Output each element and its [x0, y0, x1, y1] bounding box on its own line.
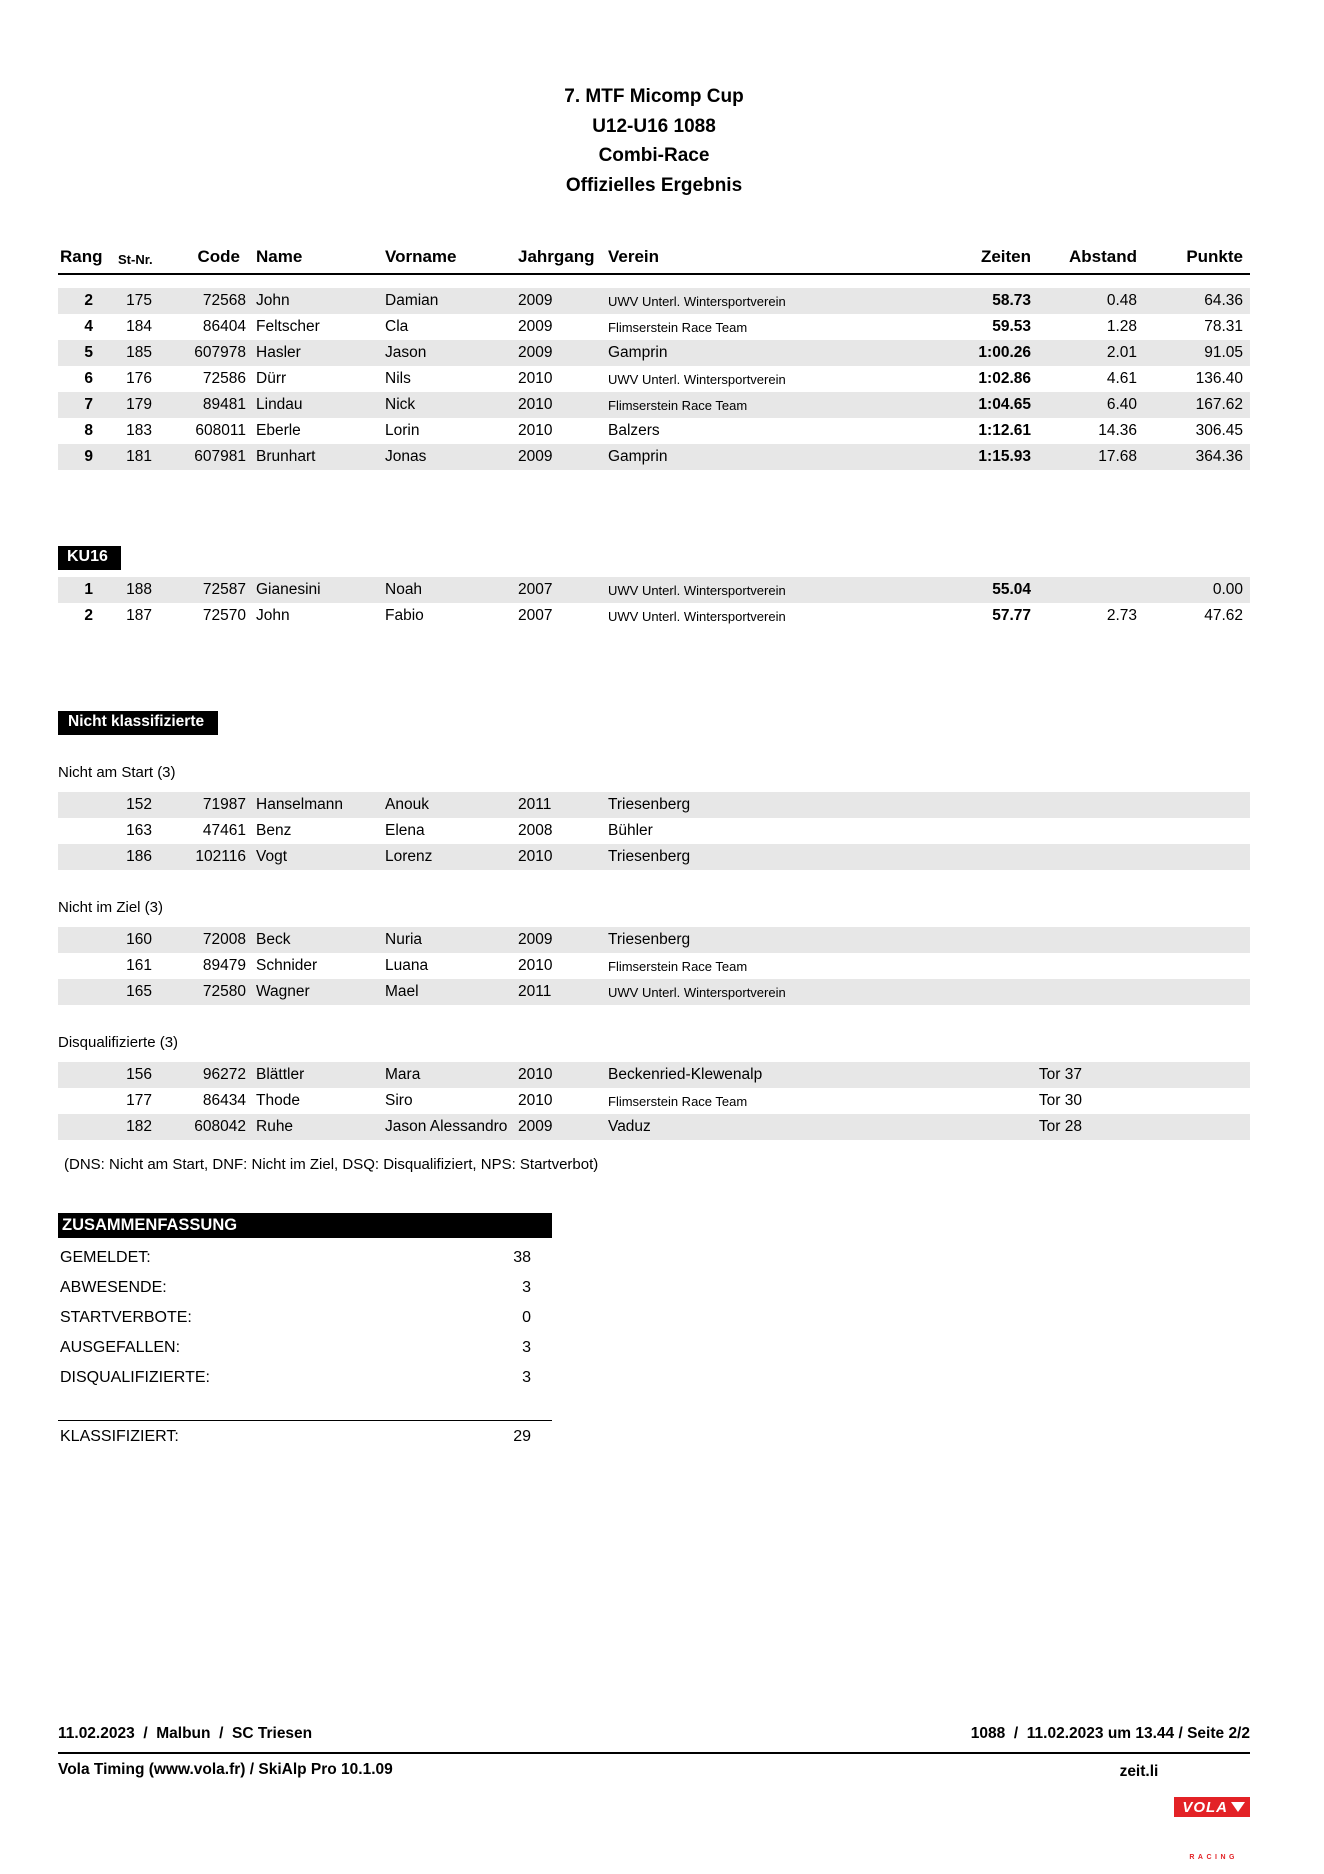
- summary-value: 3: [522, 1279, 531, 1296]
- stnr-cell: 182: [126, 1118, 152, 1135]
- jahrgang-cell: 2007: [518, 607, 553, 624]
- summary-rows: [58, 1243, 552, 1393]
- stnr-cell: 184: [126, 318, 152, 335]
- vorname-cell: Lorenz: [385, 848, 433, 865]
- header-spacer: [58, 274, 1250, 288]
- summary-row: [58, 1363, 552, 1393]
- stnr-cell: 163: [126, 822, 152, 839]
- punkte-cell: [1140, 792, 1250, 818]
- rang-cell: [58, 1088, 106, 1114]
- vorname-cell: Noah: [385, 581, 423, 598]
- verein-cell: UWV Unterl. Wintersportverein: [608, 293, 786, 309]
- footer-page-info: 1088 / 11.02.2023 um 13.44 / Seite 2/2: [970, 1725, 1250, 1742]
- zeiten-cell: 55.04: [992, 581, 1031, 598]
- table-row: [58, 1088, 1250, 1114]
- jahrgang-cell: 2008: [518, 822, 553, 839]
- summary-label: AUSGEFALLEN:: [60, 1339, 181, 1356]
- jahrgang-cell: 2009: [518, 344, 553, 361]
- code-cell: 72586: [202, 370, 246, 387]
- name-cell: Hanselmann: [256, 796, 344, 813]
- punkte-cell: 364.36: [1195, 448, 1243, 465]
- summary-value: 3: [522, 1369, 531, 1386]
- jahrgang-cell: 2010: [518, 1066, 553, 1083]
- vorname-cell: Lorin: [385, 422, 420, 439]
- vorname-cell: Cla: [385, 318, 409, 335]
- page-title: 7. MTF Micomp Cup: [564, 86, 744, 107]
- stnr-cell: 187: [126, 607, 152, 624]
- table-row: [58, 953, 1250, 979]
- classified-value: 29: [513, 1428, 531, 1445]
- abstand-cell: 2.01: [1106, 344, 1137, 361]
- jahrgang-cell: 2010: [518, 848, 553, 865]
- abstand-cell: 0.48: [1106, 292, 1137, 309]
- summary-value: 0: [522, 1309, 531, 1326]
- punkte-cell: [1140, 1088, 1250, 1114]
- verein-cell: Bühler: [608, 822, 653, 839]
- code-cell: 47461: [202, 822, 246, 839]
- vorname-cell: Jason: [385, 344, 427, 361]
- tor-cell: [1033, 927, 1140, 953]
- table-row: [58, 314, 1250, 340]
- vorname-cell: Anouk: [385, 796, 429, 813]
- name-cell: Blättler: [256, 1066, 305, 1083]
- ku16-rows: [58, 577, 1250, 629]
- title-block: [58, 82, 1250, 200]
- punkte-cell: 78.31: [1204, 318, 1243, 335]
- footer-divider: [58, 1752, 1250, 1754]
- name-cell: Eberle: [256, 422, 301, 439]
- verein-cell: UWV Unterl. Wintersportverein: [608, 582, 786, 598]
- name-cell: Thode: [256, 1092, 300, 1109]
- code-cell: 72568: [202, 292, 246, 309]
- stnr-cell: 185: [126, 344, 152, 361]
- ku16-table: [58, 577, 1250, 629]
- abstand-cell: 17.68: [1098, 448, 1137, 465]
- punkte-cell: 91.05: [1204, 344, 1243, 361]
- name-cell: Ruhe: [256, 1118, 294, 1135]
- table-row: [58, 1114, 1250, 1140]
- zeiten-cell: [978, 1062, 1033, 1088]
- verein-cell: Triesenberg: [608, 848, 691, 865]
- code-cell: 72570: [202, 607, 246, 624]
- code-cell: 72580: [202, 983, 246, 1000]
- jahrgang-cell: 2010: [518, 1092, 553, 1109]
- punkte-cell: 167.62: [1195, 396, 1243, 413]
- name-cell: Gianesini: [256, 581, 321, 598]
- name-cell: John: [256, 292, 290, 309]
- summary-row: [58, 1303, 552, 1333]
- summary-value: 3: [522, 1339, 531, 1356]
- rang-cell: [58, 953, 106, 979]
- vorname-cell: Mael: [385, 983, 419, 1000]
- jahrgang-cell: 2011: [518, 983, 552, 1000]
- tor-cell: Tor 37: [1038, 1066, 1082, 1083]
- tor-cell: Tor 30: [1038, 1092, 1082, 1109]
- summary-section: [58, 1213, 552, 1451]
- name-cell: Benz: [256, 822, 292, 839]
- summary-label: ABWESENDE:: [60, 1279, 167, 1296]
- tor-cell: [1033, 979, 1140, 1005]
- dns-rows: [58, 792, 1250, 870]
- header-zeiten: Zeiten: [978, 238, 1033, 274]
- verein-cell: Vaduz: [608, 1118, 651, 1135]
- stnr-cell: 165: [126, 983, 152, 1000]
- dnf-table: [58, 927, 1250, 1005]
- ku16-section-label: KU16: [58, 546, 121, 570]
- tor-cell: [1033, 818, 1140, 844]
- name-cell: Wagner: [256, 983, 310, 1000]
- vola-logo-box: [1174, 1797, 1250, 1817]
- verein-cell: UWV Unterl. Wintersportverein: [608, 608, 786, 624]
- footer-brand-row: [58, 1761, 1250, 1874]
- results-rows: [58, 288, 1250, 470]
- stnr-cell: 177: [126, 1092, 152, 1109]
- code-cell: 72008: [202, 931, 246, 948]
- verein-cell: Triesenberg: [608, 796, 691, 813]
- punkte-cell: [1140, 953, 1250, 979]
- classified-total-row: [58, 1420, 552, 1451]
- code-cell: 72587: [202, 581, 246, 598]
- stnr-cell: 183: [126, 422, 152, 439]
- rang-cell: [58, 792, 106, 818]
- vorname-cell: Damian: [385, 292, 439, 309]
- tor-cell: [1033, 953, 1140, 979]
- vorname-cell: Luana: [385, 957, 429, 974]
- rang-cell: 8: [84, 422, 93, 439]
- code-cell: 96272: [202, 1066, 246, 1083]
- vorname-cell: Jason Alessandro: [385, 1118, 508, 1135]
- table-row: [58, 792, 1250, 818]
- punkte-cell: [1140, 844, 1250, 870]
- jahrgang-cell: 2009: [518, 292, 553, 309]
- table-row: [58, 979, 1250, 1005]
- summary-row: [58, 1333, 552, 1363]
- header-rang: Rang: [58, 238, 106, 274]
- verein-cell: Gamprin: [608, 344, 668, 361]
- table-row: [58, 927, 1250, 953]
- header-stnr: St-Nr.: [106, 238, 188, 274]
- footer-meta-row: [58, 1725, 1250, 1743]
- code-cell: 86434: [202, 1092, 246, 1109]
- name-cell: Vogt: [256, 848, 288, 865]
- verein-cell: Flimserstein Race Team: [608, 958, 748, 974]
- zeiten-cell: [978, 979, 1033, 1005]
- stnr-cell: 175: [126, 292, 152, 309]
- stnr-cell: 176: [126, 370, 152, 387]
- footer-event-info: 11.02.2023 / Malbun / SC Triesen: [58, 1725, 313, 1742]
- abstand-cell: [1033, 577, 1140, 603]
- summary-label: DISQUALIFIZIERTE:: [60, 1369, 210, 1386]
- vorname-cell: Elena: [385, 822, 425, 839]
- verein-cell: UWV Unterl. Wintersportverein: [608, 371, 786, 387]
- vola-logo-subtext: RACING: [1189, 1854, 1238, 1861]
- punkte-cell: [1140, 927, 1250, 953]
- verein-cell: Flimserstein Race Team: [608, 397, 748, 413]
- stnr-cell: 160: [126, 931, 152, 948]
- summary-row: [58, 1273, 552, 1303]
- dns-group-label: Nicht am Start (3): [58, 764, 176, 781]
- jahrgang-cell: 2011: [518, 796, 552, 813]
- zeiten-cell: [978, 792, 1033, 818]
- name-cell: Beck: [256, 931, 291, 948]
- tor-cell: [1033, 792, 1140, 818]
- summary-label: STARTVERBOTE:: [60, 1309, 192, 1326]
- name-cell: Feltscher: [256, 318, 320, 335]
- code-cell: 607981: [194, 448, 246, 465]
- header-jahrgang: Jahrgang: [516, 238, 606, 274]
- punkte-cell: [1140, 1114, 1250, 1140]
- name-cell: John: [256, 607, 290, 624]
- header-name: Name: [248, 238, 383, 274]
- rang-cell: [58, 979, 106, 1005]
- race-type-title: Combi-Race: [598, 145, 710, 166]
- table-row: [58, 1062, 1250, 1088]
- zeiten-cell: [978, 927, 1033, 953]
- jahrgang-cell: 2009: [518, 318, 553, 335]
- code-cell: 89481: [202, 396, 246, 413]
- vorname-cell: Nuria: [385, 931, 423, 948]
- jahrgang-cell: 2007: [518, 581, 553, 598]
- vorname-cell: Jonas: [385, 448, 427, 465]
- stnr-cell: 161: [126, 957, 152, 974]
- zeiten-cell: 57.77: [992, 607, 1031, 624]
- table-row: [58, 603, 1250, 629]
- zeiten-cell: [978, 844, 1033, 870]
- vorname-cell: Nick: [385, 396, 416, 413]
- abstand-cell: 14.36: [1098, 422, 1137, 439]
- vola-racing-logo: [1174, 1761, 1250, 1874]
- tor-cell: Tor 28: [1038, 1118, 1082, 1135]
- header-abstand: Abstand: [1033, 238, 1140, 274]
- jahrgang-cell: 2009: [518, 448, 553, 465]
- header-vorname: Vorname: [383, 238, 516, 274]
- verein-cell: Gamprin: [608, 448, 668, 465]
- code-cell: 86404: [202, 318, 246, 335]
- rang-cell: 9: [84, 448, 93, 465]
- not-classified-section-label: Nicht klassifizierte: [58, 711, 218, 735]
- code-cell: 608011: [195, 422, 246, 439]
- footer-software-info: Vola Timing (www.vola.fr) / SkiAlp Pro 10.1.09: [58, 1761, 393, 1778]
- zeiten-cell: [978, 953, 1033, 979]
- dns-table: [58, 792, 1250, 870]
- punkte-cell: [1140, 818, 1250, 844]
- name-cell: Dürr: [256, 370, 287, 387]
- punkte-cell: [1140, 979, 1250, 1005]
- rang-cell: [58, 844, 106, 870]
- vorname-cell: Mara: [385, 1066, 421, 1083]
- jahrgang-cell: 2009: [518, 931, 553, 948]
- table-row: [58, 844, 1250, 870]
- dsq-table: [58, 1062, 1250, 1140]
- jahrgang-cell: 2010: [518, 370, 553, 387]
- abstand-cell: 2.73: [1106, 607, 1137, 624]
- rang-cell: 2: [84, 607, 93, 624]
- rang-cell: [58, 818, 106, 844]
- zeiten-cell: 1:04.65: [978, 396, 1031, 413]
- rang-cell: [58, 1062, 106, 1088]
- table-row: [58, 288, 1250, 314]
- abstand-cell: 1.28: [1106, 318, 1137, 335]
- header-code: Code: [188, 238, 248, 274]
- rang-cell: [58, 1114, 106, 1140]
- table-row: [58, 444, 1250, 470]
- code-cell: 89479: [202, 957, 246, 974]
- rang-cell: 2: [84, 292, 93, 309]
- verein-cell: Flimserstein Race Team: [608, 319, 748, 335]
- category-title: U12-U16 1088: [592, 115, 716, 137]
- header-verein: Verein: [606, 238, 978, 274]
- vorname-cell: Fabio: [385, 607, 424, 624]
- header-punkte: Punkte: [1140, 238, 1250, 274]
- zeiten-cell: 1:15.93: [978, 448, 1031, 465]
- dsq-group-label: Disqualifizierte (3): [58, 1034, 179, 1051]
- zeiten-cell: 59.53: [992, 318, 1031, 335]
- zeiten-cell: 1:12.61: [978, 422, 1031, 439]
- punkte-cell: 306.45: [1195, 422, 1243, 439]
- stnr-cell: 181: [126, 448, 152, 465]
- zeiten-cell: [978, 1114, 1033, 1140]
- verein-cell: Flimserstein Race Team: [608, 1093, 748, 1109]
- stnr-cell: 179: [126, 396, 152, 413]
- punkte-cell: 64.36: [1204, 292, 1243, 309]
- name-cell: Lindau: [256, 396, 303, 413]
- vola-logo-text: VOLA: [1182, 1798, 1228, 1816]
- classified-label: KLASSIFIZIERT:: [60, 1428, 179, 1445]
- punkte-cell: 47.62: [1204, 607, 1243, 624]
- punkte-cell: 136.40: [1195, 370, 1243, 387]
- punkte-cell: [1140, 1062, 1250, 1088]
- results-table: [58, 238, 1250, 470]
- rang-cell: 6: [84, 370, 93, 387]
- name-cell: Hasler: [256, 344, 301, 361]
- summary-title: ZUSAMMENFASSUNG: [58, 1213, 552, 1238]
- zeiten-cell: [978, 1088, 1033, 1114]
- name-cell: Brunhart: [256, 448, 316, 465]
- verein-cell: Balzers: [608, 422, 660, 439]
- table-row: [58, 392, 1250, 418]
- name-cell: Schnider: [256, 957, 318, 974]
- vola-flag-icon: [1231, 1802, 1245, 1812]
- table-row: [58, 340, 1250, 366]
- dsq-rows: [58, 1062, 1250, 1140]
- zeiten-cell: 1:00.26: [978, 344, 1031, 361]
- abbreviation-legend: (DNS: Nicht am Start, DNF: Nicht im Ziel, DSQ: Disqualifiziert, NPS: Startverbot): [64, 1156, 599, 1173]
- summary-label: GEMELDET:: [60, 1249, 151, 1266]
- rang-cell: 7: [84, 396, 93, 413]
- code-cell: 102116: [195, 848, 246, 865]
- jahrgang-cell: 2010: [518, 957, 553, 974]
- stnr-cell: 156: [126, 1066, 152, 1083]
- result-status-title: Offizielles Ergebnis: [565, 174, 743, 196]
- footer-brand-group: [1120, 1761, 1250, 1874]
- table-row: [58, 418, 1250, 444]
- rang-cell: 1: [84, 581, 93, 598]
- code-cell: 71987: [202, 796, 246, 813]
- zeiten-cell: 1:02.86: [978, 370, 1031, 387]
- code-cell: 608042: [194, 1118, 246, 1135]
- verein-cell: Beckenried-Klewenalp: [608, 1066, 763, 1083]
- verein-cell: Triesenberg: [608, 931, 691, 948]
- jahrgang-cell: 2010: [518, 422, 553, 439]
- zeitli-label: zeit.li: [1119, 1763, 1159, 1780]
- table-row: [58, 818, 1250, 844]
- dnf-group-label: Nicht im Ziel (3): [58, 899, 164, 916]
- zeiten-cell: 58.73: [992, 292, 1031, 309]
- summary-row: [58, 1243, 552, 1273]
- rang-cell: [58, 927, 106, 953]
- punkte-cell: 0.00: [1212, 581, 1243, 598]
- verein-cell: UWV Unterl. Wintersportverein: [608, 984, 786, 1000]
- abstand-cell: 6.40: [1106, 396, 1137, 413]
- rang-cell: 4: [84, 318, 93, 335]
- vorname-cell: Nils: [385, 370, 411, 387]
- stnr-cell: 152: [126, 796, 152, 813]
- abstand-cell: 4.61: [1106, 370, 1137, 387]
- rang-cell: 5: [84, 344, 93, 361]
- dnf-rows: [58, 927, 1250, 1005]
- zeiten-cell: [978, 818, 1033, 844]
- stnr-cell: 186: [126, 848, 152, 865]
- summary-value: 38: [513, 1249, 531, 1266]
- table-row: [58, 577, 1250, 603]
- stnr-cell: 188: [126, 581, 152, 598]
- jahrgang-cell: 2009: [518, 1118, 553, 1135]
- tor-cell: [1033, 844, 1140, 870]
- vorname-cell: Siro: [385, 1092, 413, 1109]
- code-cell: 607978: [194, 344, 246, 361]
- table-header-row: [58, 238, 1250, 274]
- table-row: [58, 366, 1250, 392]
- jahrgang-cell: 2010: [518, 396, 553, 413]
